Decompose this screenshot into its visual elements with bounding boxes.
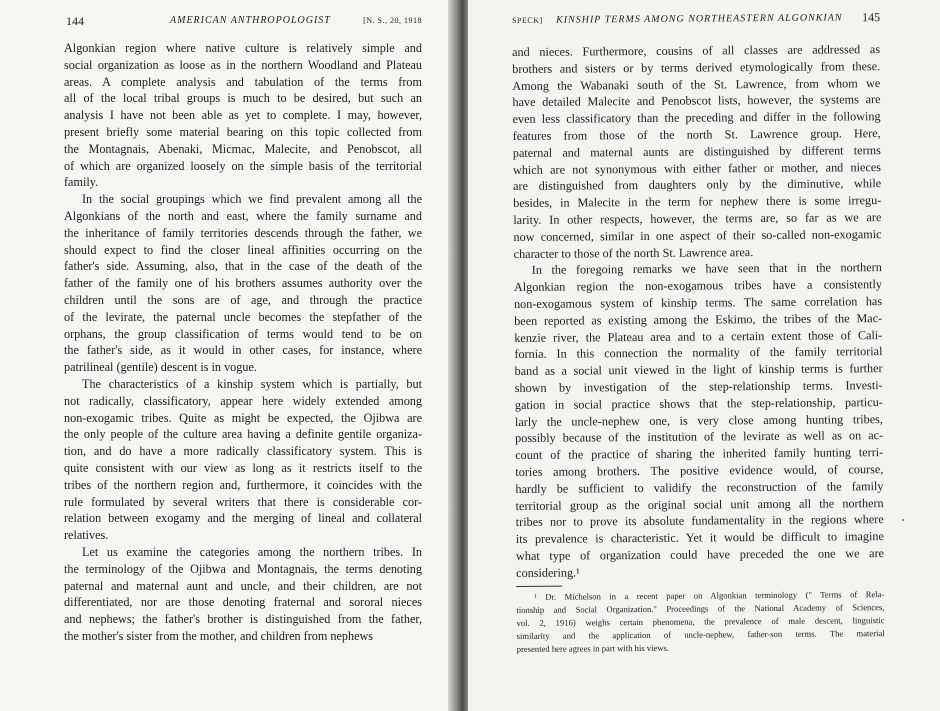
text-line: Let us examine the categories among the northern tribes. In bbox=[82, 544, 422, 559]
text-line: what type of organization could have preceded the one we are bbox=[515, 546, 885, 563]
text-line: besides, in Malecite in the term for nephew there is some irregu- bbox=[513, 193, 882, 211]
text-line: features from those of the north St. Lawrence group. Here, bbox=[512, 126, 881, 143]
text-line: the father's side, as it would in other cases, for instance, where bbox=[64, 343, 422, 358]
text-line: been reported as existing among the Eskimo, the tribes of the Mac- bbox=[514, 310, 883, 328]
right-page bbox=[468, 0, 940, 711]
text-line: In the social groupings which we find prevalent among all the bbox=[82, 192, 422, 207]
article-title: KINSHIP TERMS AMONG NORTHEASTERN ALGONKIAN bbox=[556, 12, 843, 26]
running-head-right bbox=[512, 11, 880, 30]
text-line: of which are organized loosely on the simple basis of the territorial bbox=[64, 158, 422, 173]
text-line: tion, and do have a more radically classificatory system. This is bbox=[64, 444, 422, 459]
text-line: the mother's sister from the mother, and children from nephews bbox=[64, 628, 374, 643]
text-line: quite consistent with our view as long as it restricts itself to the bbox=[64, 460, 422, 475]
text-line: father of the family one of his brothers assumes authority over the bbox=[64, 276, 422, 291]
text-line: territorial group as the original social unit among all the northern bbox=[515, 495, 884, 513]
text-line: differentiated, nor are those denoting fraternal and sororal nieces bbox=[64, 595, 422, 610]
text-line: gation in social practice shows that the step-relationship, particu- bbox=[514, 394, 883, 412]
footnote-line: similarity and the application of uncle-nephew, father-son terms. The material bbox=[516, 628, 885, 642]
text-line: paternal and maternal aunts are distinguished by different terms bbox=[512, 142, 881, 160]
text-line: hardly be sufficient to validify the reconstruction of the family bbox=[515, 478, 884, 496]
text-line: Algonkian region the non-exogamous tribes have a consistently bbox=[513, 277, 882, 295]
journal-title: AMERICAN ANTHROPOLOGIST bbox=[170, 15, 331, 26]
right-body-text bbox=[512, 41, 885, 656]
text-line: not radically, classificatory, appear here widely extended among bbox=[64, 393, 422, 408]
footnote-line: tionship and Social Organization." Proceedings of the National Academy of Sciences, bbox=[516, 601, 885, 615]
text-line: non-exogamic tribes. Quite as might be expected, the Ojibwa are bbox=[64, 410, 422, 425]
text-line: have detailed Malecite and Penobscot lists, however, the systems are bbox=[512, 92, 881, 110]
text-line: family. bbox=[64, 175, 99, 190]
text-line: children until the sons are of age, and through the practice bbox=[64, 292, 422, 307]
text-line: relatives. bbox=[64, 528, 109, 543]
text-line: tribes nor to prove its absolute fundamentality in the regions where bbox=[515, 512, 884, 530]
footnote-line: ¹ Dr. Michelson in a recent paper on Algonkian terminology (" Terms of Rela- bbox=[534, 588, 885, 602]
text-line: fornia. In this connection the normality of the family territorial bbox=[514, 344, 883, 362]
margin-mark bbox=[902, 519, 904, 521]
text-line: kenzie river, the Plateau area and to a certain extent those of Cali- bbox=[514, 327, 883, 345]
text-line: which are not synonymous with either father or mother, and nieces bbox=[512, 159, 882, 177]
text-line: the inheritance of family territories descends through the father, we bbox=[64, 225, 422, 240]
text-line: Algonkian region where native culture is relatively simple and bbox=[64, 41, 422, 55]
text-line: possibly because of the institution of the levirate as well as on ac- bbox=[515, 428, 884, 446]
text-line: shown by investigation of the step-relationship terms. Investi- bbox=[514, 378, 883, 395]
text-line: relation between exogamy and the merging of lineal and collateral bbox=[64, 511, 422, 526]
text-line: even less classificatory than the preceding and differ in the following bbox=[512, 109, 881, 127]
text-line: patrilineal (gentile) descent is in vogue. bbox=[64, 360, 257, 375]
text-line: The characteristics of a kinship system which is partially, but bbox=[82, 376, 422, 391]
text-line: now concerned, similar in one aspect of their so-called non-exogamic bbox=[513, 226, 882, 244]
text-line: orphans, the group classification of terms would tend to be on bbox=[64, 326, 422, 341]
text-line: of the levirate, the paternal uncle becomes the stepfather of the bbox=[64, 309, 422, 324]
text-line: social organization as loose as in the northern Woodland and Plateau bbox=[64, 57, 422, 72]
text-line: brothers and sisters or by terms derived etymologically from these. bbox=[512, 58, 881, 76]
text-line: its prevalence is characteristic. Yet it would be difficult to imagine bbox=[515, 529, 884, 547]
text-line: larly the uncle-nephew one, is very close among hunting tribes, bbox=[514, 411, 884, 429]
series-info: [N. S., 20, 1918 bbox=[363, 16, 422, 25]
text-line: count of the practice of sharing the inherited family hunting terri- bbox=[515, 445, 884, 463]
text-line: Algonkians of the north and east, where the family surname and bbox=[64, 208, 422, 223]
text-line: and nephews; the father's brother is distinguished from the father, bbox=[64, 612, 422, 627]
text-line: paternal and maternal aunt and uncle, and their children, are not bbox=[64, 578, 422, 593]
left-page bbox=[0, 0, 458, 711]
text-line: non-exogamous system of kinship terms. The same correlation has bbox=[513, 294, 883, 311]
page-number-left: 144 bbox=[66, 14, 84, 28]
text-line: should expect to find the closer lineal affinities occurring on the bbox=[64, 242, 422, 257]
text-line: analysis I have not been able as yet to complete. I may, however, bbox=[64, 108, 422, 123]
text-line: tribes of the northern region and, furthermore, it coincides with the bbox=[64, 477, 422, 492]
text-line: all of the local tribal groups is much to be desired, but such an bbox=[64, 91, 422, 106]
text-line: band as a social unit viewed in the light of kinship terms is further bbox=[514, 361, 883, 379]
footnote-line: vol. 2, 1916) weighs certain phenomena, the prevalence of male descent, linguistic bbox=[516, 614, 885, 628]
text-line: present briefly some material bearing on this topic collected from bbox=[64, 124, 422, 139]
text-line: considering.¹ bbox=[516, 565, 580, 580]
footnote-line: presented here agrees in part with his views. bbox=[516, 643, 670, 655]
text-line: and nieces. Furthermore, cousins of all classes are addressed as bbox=[512, 42, 881, 59]
text-line: In the foregoing remarks we have seen that in the northern bbox=[531, 260, 882, 278]
text-line: character to those of the north St. Lawrence area. bbox=[513, 244, 754, 261]
text-line: the only people of the culture area having a definite gentile organiza- bbox=[64, 427, 422, 442]
page-number-right: 145 bbox=[861, 10, 881, 25]
running-head-left bbox=[66, 14, 422, 30]
footnote-rule bbox=[516, 585, 562, 586]
author-tag: SPECK] bbox=[512, 15, 543, 25]
left-body-text bbox=[64, 40, 422, 645]
text-line: areas. A complete analysis and tabulation of the terms from bbox=[64, 74, 422, 89]
text-line: are distinguished from daughters only by the diminutive, while bbox=[513, 176, 882, 194]
text-line: Among the Wabanaki south of the St. Lawrence, from whom we bbox=[512, 75, 881, 93]
text-line: larity. In other respects, however, the terms are, so far as we are bbox=[513, 210, 882, 227]
text-line: the terminology of the Ojibwa and Montagnais, the terms denoting bbox=[64, 561, 422, 576]
text-line: rule formulated by several writers that there is considerable cor- bbox=[64, 494, 422, 509]
text-line: father's side. Assuming, also, that in the case of the death of the bbox=[64, 259, 422, 274]
text-line: tories among brothers. The positive evidence would, of course, bbox=[515, 462, 884, 479]
text-line: the Montagnais, Abenaki, Micmac, Malecite, and Penobscot, all bbox=[64, 141, 422, 156]
